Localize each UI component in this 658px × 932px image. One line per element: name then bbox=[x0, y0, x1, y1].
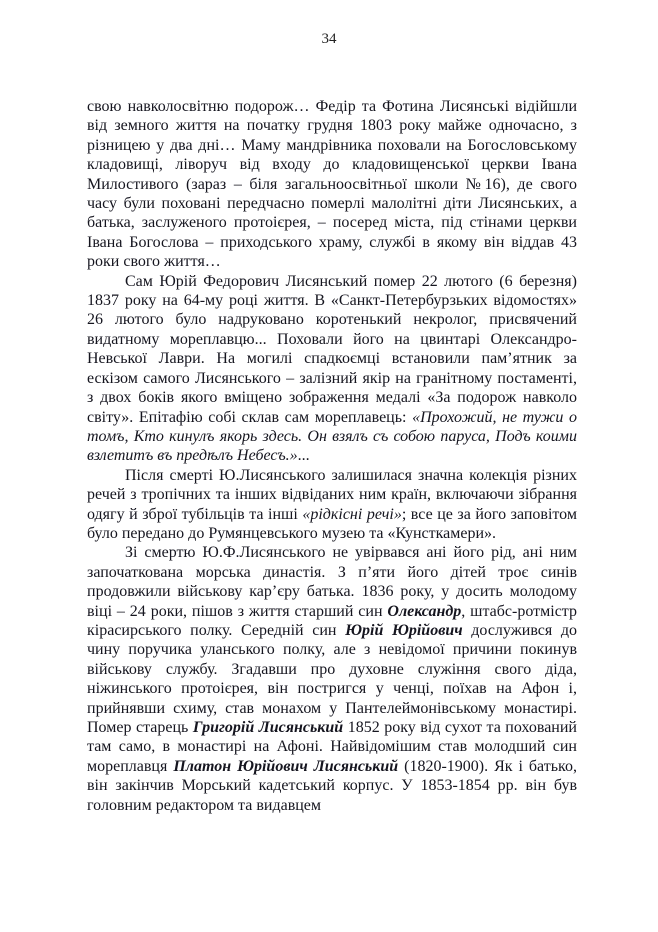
text-segment-normal: ; все це за його заповітом було передано до Румянцевського музею та «Кунсткамери». bbox=[87, 505, 578, 542]
text-segment-normal: дослужився до чину поручика уланського полку, але з невідомої причини покинув військову службу. Згадавши про духовне служіння свого діда, ніжинського протоієрея, він постригся у ченці, поїхав на Афон і, прийнявши схиму, став монахом у Пантелеймонівському монастирі. Помер старець bbox=[87, 621, 577, 736]
text-segment-normal: Зі смертю Ю.Ф.Лисянського не увірвався ані його рід, ані ним започаткована морська династія. З п’яти його дітей троє синів продовжили військову кар’єру батька. 1836 року, у досить молодому віці – 24 роки, пішов з життя старший син bbox=[87, 544, 577, 620]
text-segment-bold-italic: Олександр bbox=[387, 602, 462, 620]
text-segment-bold-italic: Григорій Лисянський bbox=[192, 719, 344, 736]
page-number: 34 bbox=[321, 31, 337, 47]
paragraph bbox=[87, 466, 577, 544]
text-segment-italic: «Прохожий, не тужи о томъ, Кто кинулъ якорь здесь. Он взялъ съ собою паруса, Подъ коими взлетитъ въ предѣлъ Небесъ.» bbox=[87, 408, 577, 465]
text-segment-normal: 1852 року від сухот та похований там само, в монастирі на Афоні. Найвідомішим став молодший син мореплавця bbox=[87, 719, 577, 775]
paragraph bbox=[87, 543, 577, 815]
paragraph bbox=[87, 272, 577, 466]
text-segment-bold-italic: Платон Юрійович Лисянський bbox=[173, 757, 399, 775]
text-segment-normal: Після смерті Ю.Лисянського залишилася значна колекція різних речей з тропічних та інших відвіданих ним країн, включаючи зібрання одягу й зброї тубільців та інші bbox=[87, 466, 577, 523]
text-segment-italic: «рідкісні речі» bbox=[302, 505, 402, 523]
text-segment-normal: ... bbox=[297, 447, 310, 465]
text-segment-normal: , штабс-ротмістр кірасирського полку. Середній син bbox=[87, 602, 577, 639]
text-segment-normal: свою навколосвітню подорож… Федір та Фотина Лисянські відійшли від земного життя на початку грудня 1803 року майже одночасно, з різницею у два дні… Маму мандрівника поховали на Богословському кладовищі, ліворуч від входу до кладовищенської церкви Івана Милостивого (зараз – біля загальноосвітньої школи №16), де свого часу були поховані передчасно померлі малолітні діти Лисянських, а батька, заслуженого протоієрея, – посеред міста, під стінами церкви Івана Богослова – приходського храму, службі в якому він віддав 43 роки свого життя… bbox=[87, 98, 577, 271]
text-segment-normal: (1820-1900). Як і батько, він закінчив Морський кадетський корпус. У 1853-1854 рр. він був головним редактором та видавцем bbox=[87, 757, 577, 814]
text-segment-bold-italic: Юрій Юрійович bbox=[345, 621, 463, 639]
text-segment-normal: Сам Юрій Федорович Лисянський помер 22 лютого (6 березня) 1837 року на 64-му році життя. В «Санкт-Петербурзьких відомостях» 26 лютого було надруковано коротенький некролог, присвячений видатному мореплавцю... Поховали його на цвинтарі Олександро-Невської Лаври. На могилі спадкоємці встановили пам’ятник за ескізом самого Лисянського – залізний якір на гранітному постаменті, з двох боків якого вміщено зображення медалі «За подорож навколо світу». Епітафію собі склав сам мореплавець: bbox=[87, 272, 577, 426]
paragraph bbox=[87, 97, 577, 272]
page-body-text bbox=[87, 97, 577, 815]
